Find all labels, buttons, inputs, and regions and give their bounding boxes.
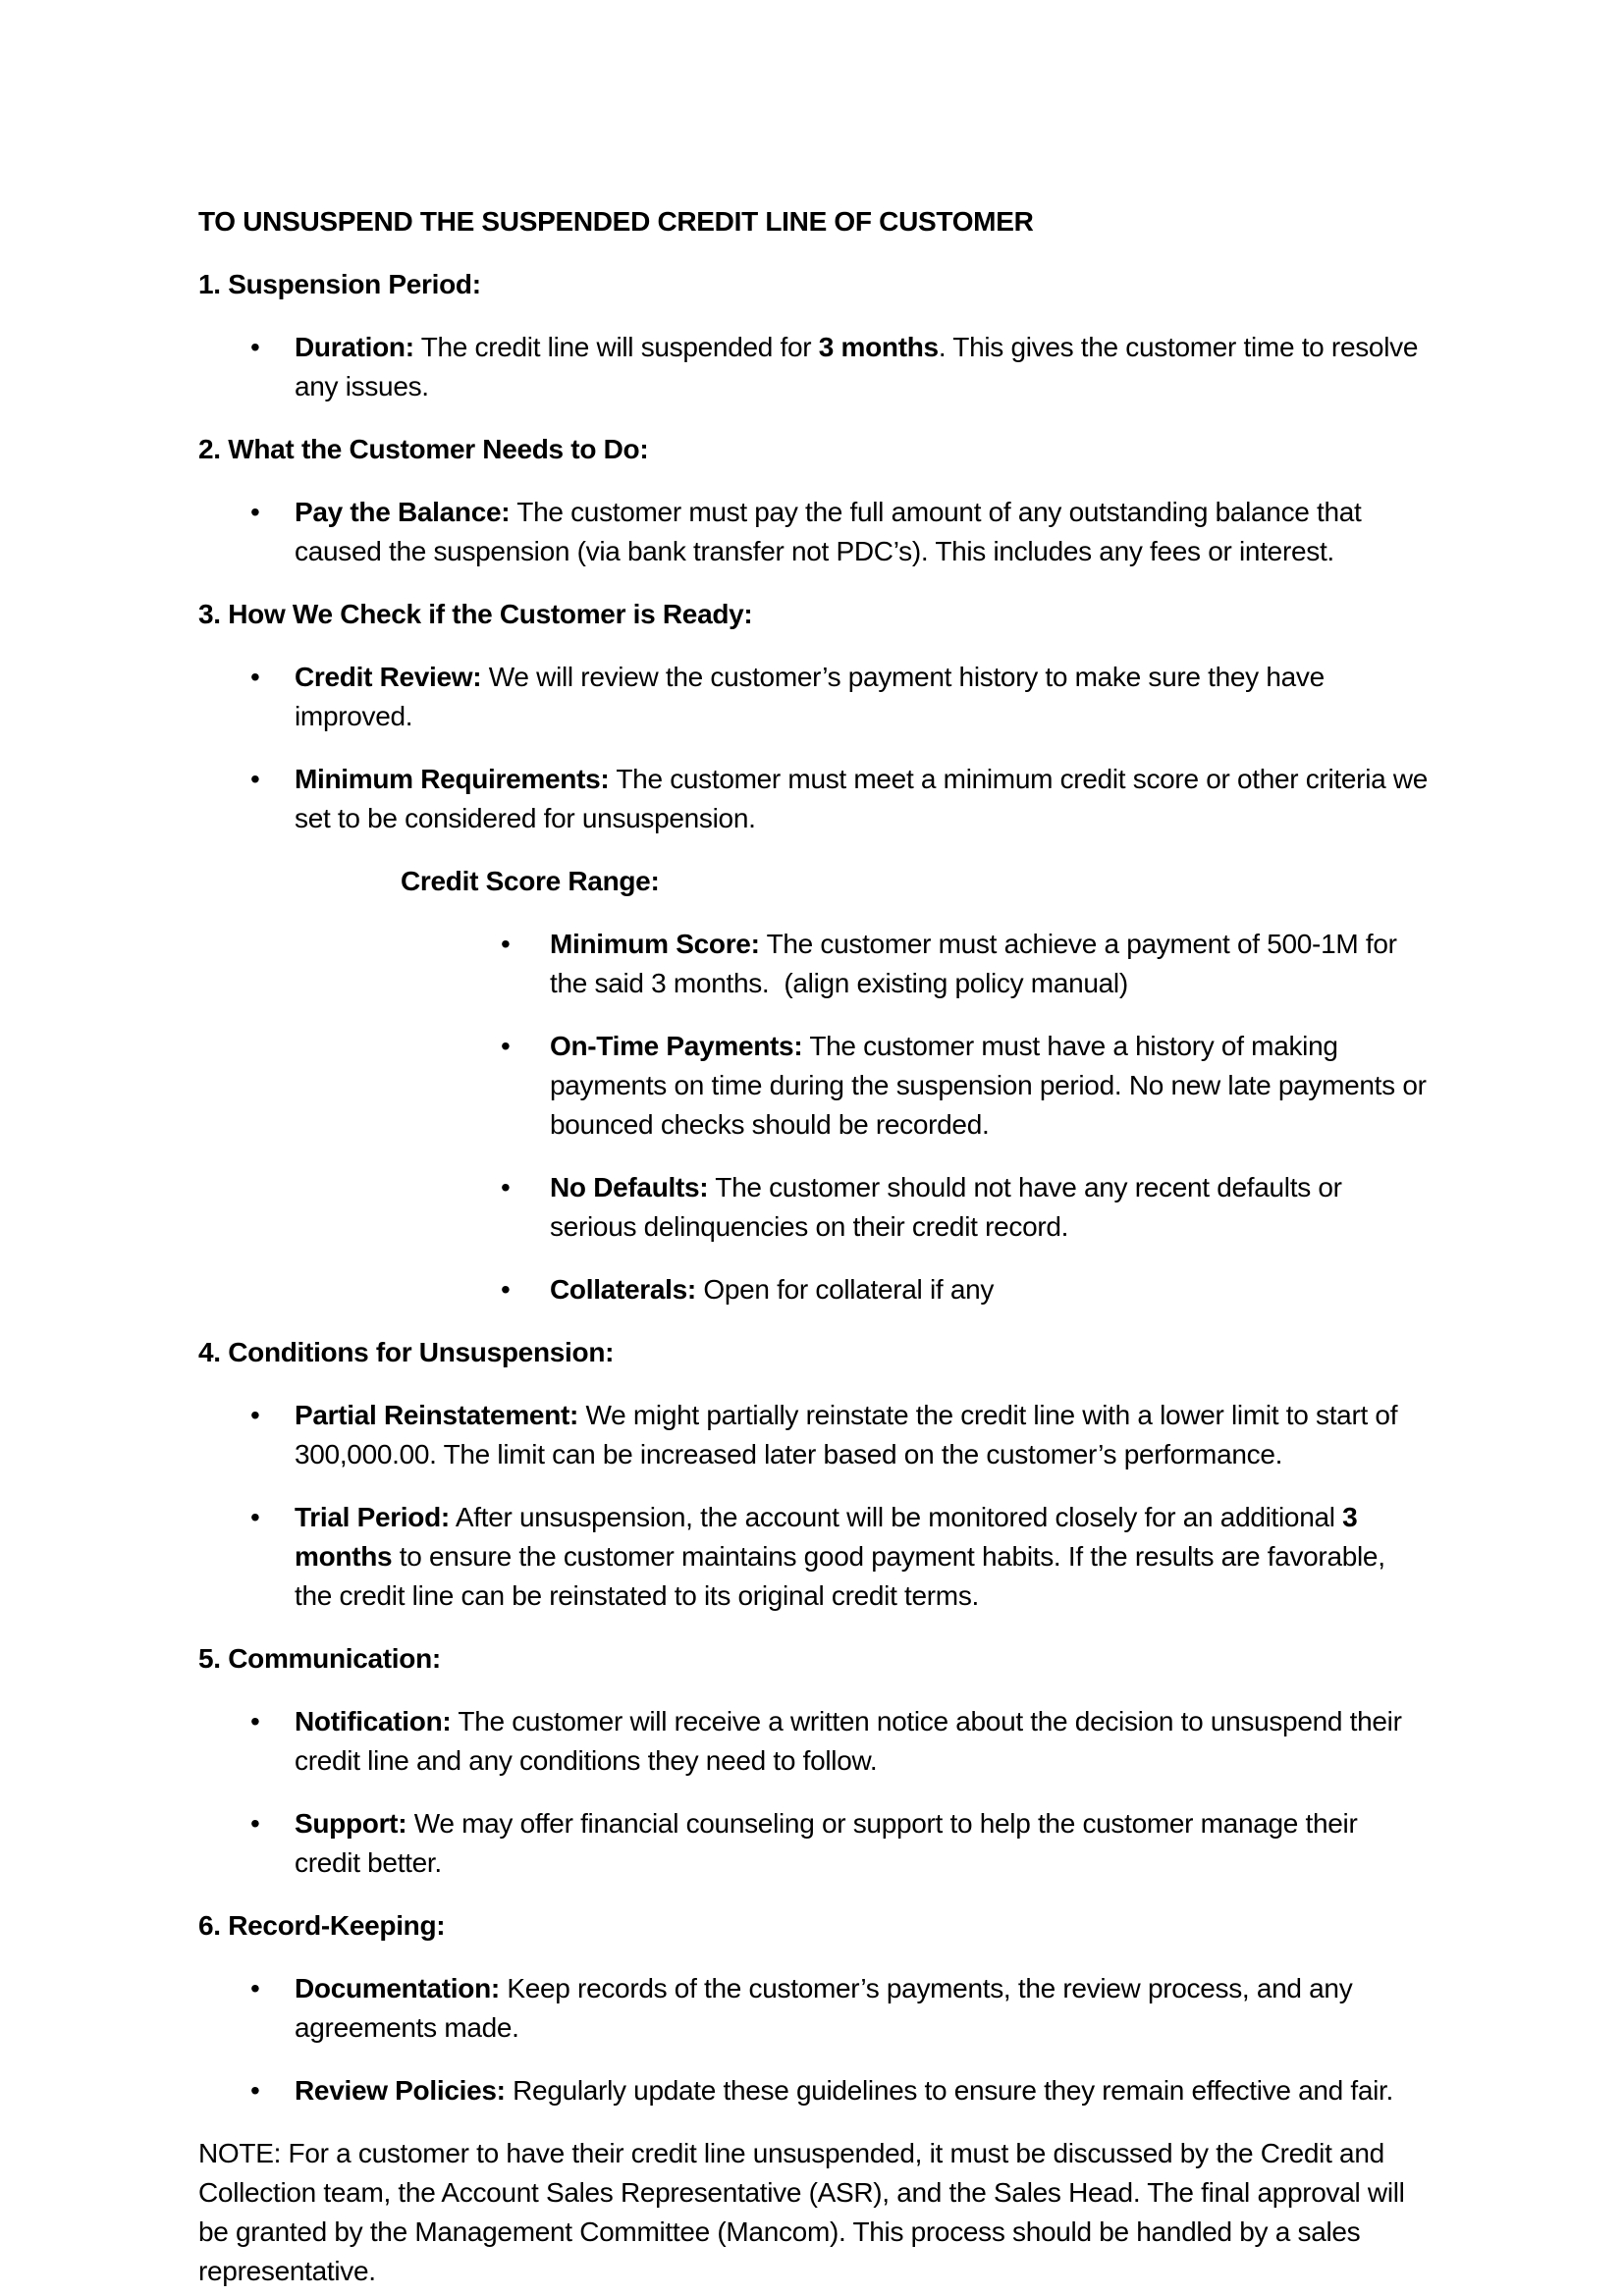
bullet-minimum-requirements [250,760,1435,838]
bullet-text: Documentation: Keep records of the customer’s payments, the review process, and any agreements made. [295,1973,1360,2043]
bullet-icon: • [250,1502,260,1532]
document-title: TO UNSUSPEND THE SUSPENDED CREDIT LINE OF CUSTOMER [198,206,1034,237]
bullet-text: Notification: The customer will receive a written notice about the decision to unsuspend their credit line and any conditions they need to follow. [295,1706,1410,1776]
bullet-trial-period [250,1498,1430,1616]
bullet-collaterals [501,1270,1430,1309]
section-heading-suspension-period: 1. Suspension Period: [198,269,481,299]
bullet-review-policies [250,2071,1430,2110]
bullet-text: Trial Period: After unsuspension, the account will be monitored closely for an additional 3 months to ensure the customer maintains good payment habits. If the results are favorable, the credit line can be reinstated to its original credit terms. [295,1502,1393,1611]
bullet-icon: • [501,1031,511,1061]
bullet-icon: • [501,1172,511,1202]
bullet-text: Review Policies: Regularly update these guidelines to ensure they remain effective and fair. [295,2075,1394,2106]
bullet-on-time-payments [501,1027,1435,1145]
bullet-minimum-score [501,925,1430,1003]
bullet-text: Pay the Balance: The customer must pay the full amount of any outstanding balance that caused the suspension (via bank transfer not PDC’s). This includes any fees or interest. [295,497,1370,566]
bullet-icon: • [501,929,511,959]
bullet-text: Credit Review: We will review the customer’s payment history to make sure they have improved. [295,662,1332,731]
section-heading-communication: 5. Communication: [198,1643,441,1674]
bullet-icon: • [250,1706,260,1736]
bullet-text: Duration: The credit line will suspended for 3 months. This gives the customer time to resolve any issues. [295,332,1426,401]
bullet-text: Minimum Score: The customer must achieve a payment of 500-1M for the said 3 months. (align existing policy manual) [550,929,1405,998]
bullet-icon: • [250,1973,260,2003]
bullet-notification [250,1702,1430,1781]
bullet-icon: • [250,497,260,527]
bullet-icon: • [250,1808,260,1839]
section-heading-record-keeping: 6. Record-Keeping: [198,1910,446,1941]
bullet-text: Minimum Requirements: The customer must meet a minimum credit score or other criteria we set to be considered for unsuspension. [295,764,1435,833]
section-heading-conditions: 4. Conditions for Unsuspension: [198,1337,615,1367]
bullet-text: Collaterals: Open for collateral if any [550,1274,995,1305]
bullet-icon: • [250,764,260,794]
bullet-icon: • [501,1274,511,1305]
section-heading-check-ready: 3. How We Check if the Customer is Ready: [198,599,753,629]
bullet-support [250,1804,1430,1883]
bullet-text: Partial Reinstatement: We might partially reinstate the credit line with a lower limit to start of 300,000.00. The limit can be increased later based on the customer’s performance. [295,1400,1405,1469]
bullet-text: On-Time Payments: The customer must have a history of making payments on time during the suspension period. No new late payments or bounced checks should be recorded. [550,1031,1435,1140]
bullet-icon: • [250,2075,260,2106]
bullet-documentation [250,1969,1430,2048]
bullet-credit-review [250,658,1430,736]
bullet-duration [250,328,1430,406]
bullet-icon: • [250,332,260,362]
bullet-partial-reinstatement [250,1396,1430,1474]
bullet-icon: • [250,1400,260,1430]
section-heading-customer-needs: 2. What the Customer Needs to Do: [198,434,649,464]
bullet-text: No Defaults: The customer should not have any recent defaults or serious delinquencies on their credit record. [550,1172,1350,1242]
note-paragraph: NOTE: For a customer to have their credit line unsuspended, it must be discussed by the Credit and Collection team, the Account Sales Representative (ASR), and the Sales Head. The final approval will be granted by the Management Committee (Mancom). This process should be handled by a sales representative. [198,2138,1413,2286]
sub-heading-credit-score-range: Credit Score Range: [401,866,660,896]
bullet-text: Support: We may offer financial counseling or support to help the customer manage their credit better. [295,1808,1365,1878]
bullet-no-defaults [501,1168,1430,1247]
bullet-pay-the-balance [250,493,1430,571]
bullet-icon: • [250,662,260,692]
